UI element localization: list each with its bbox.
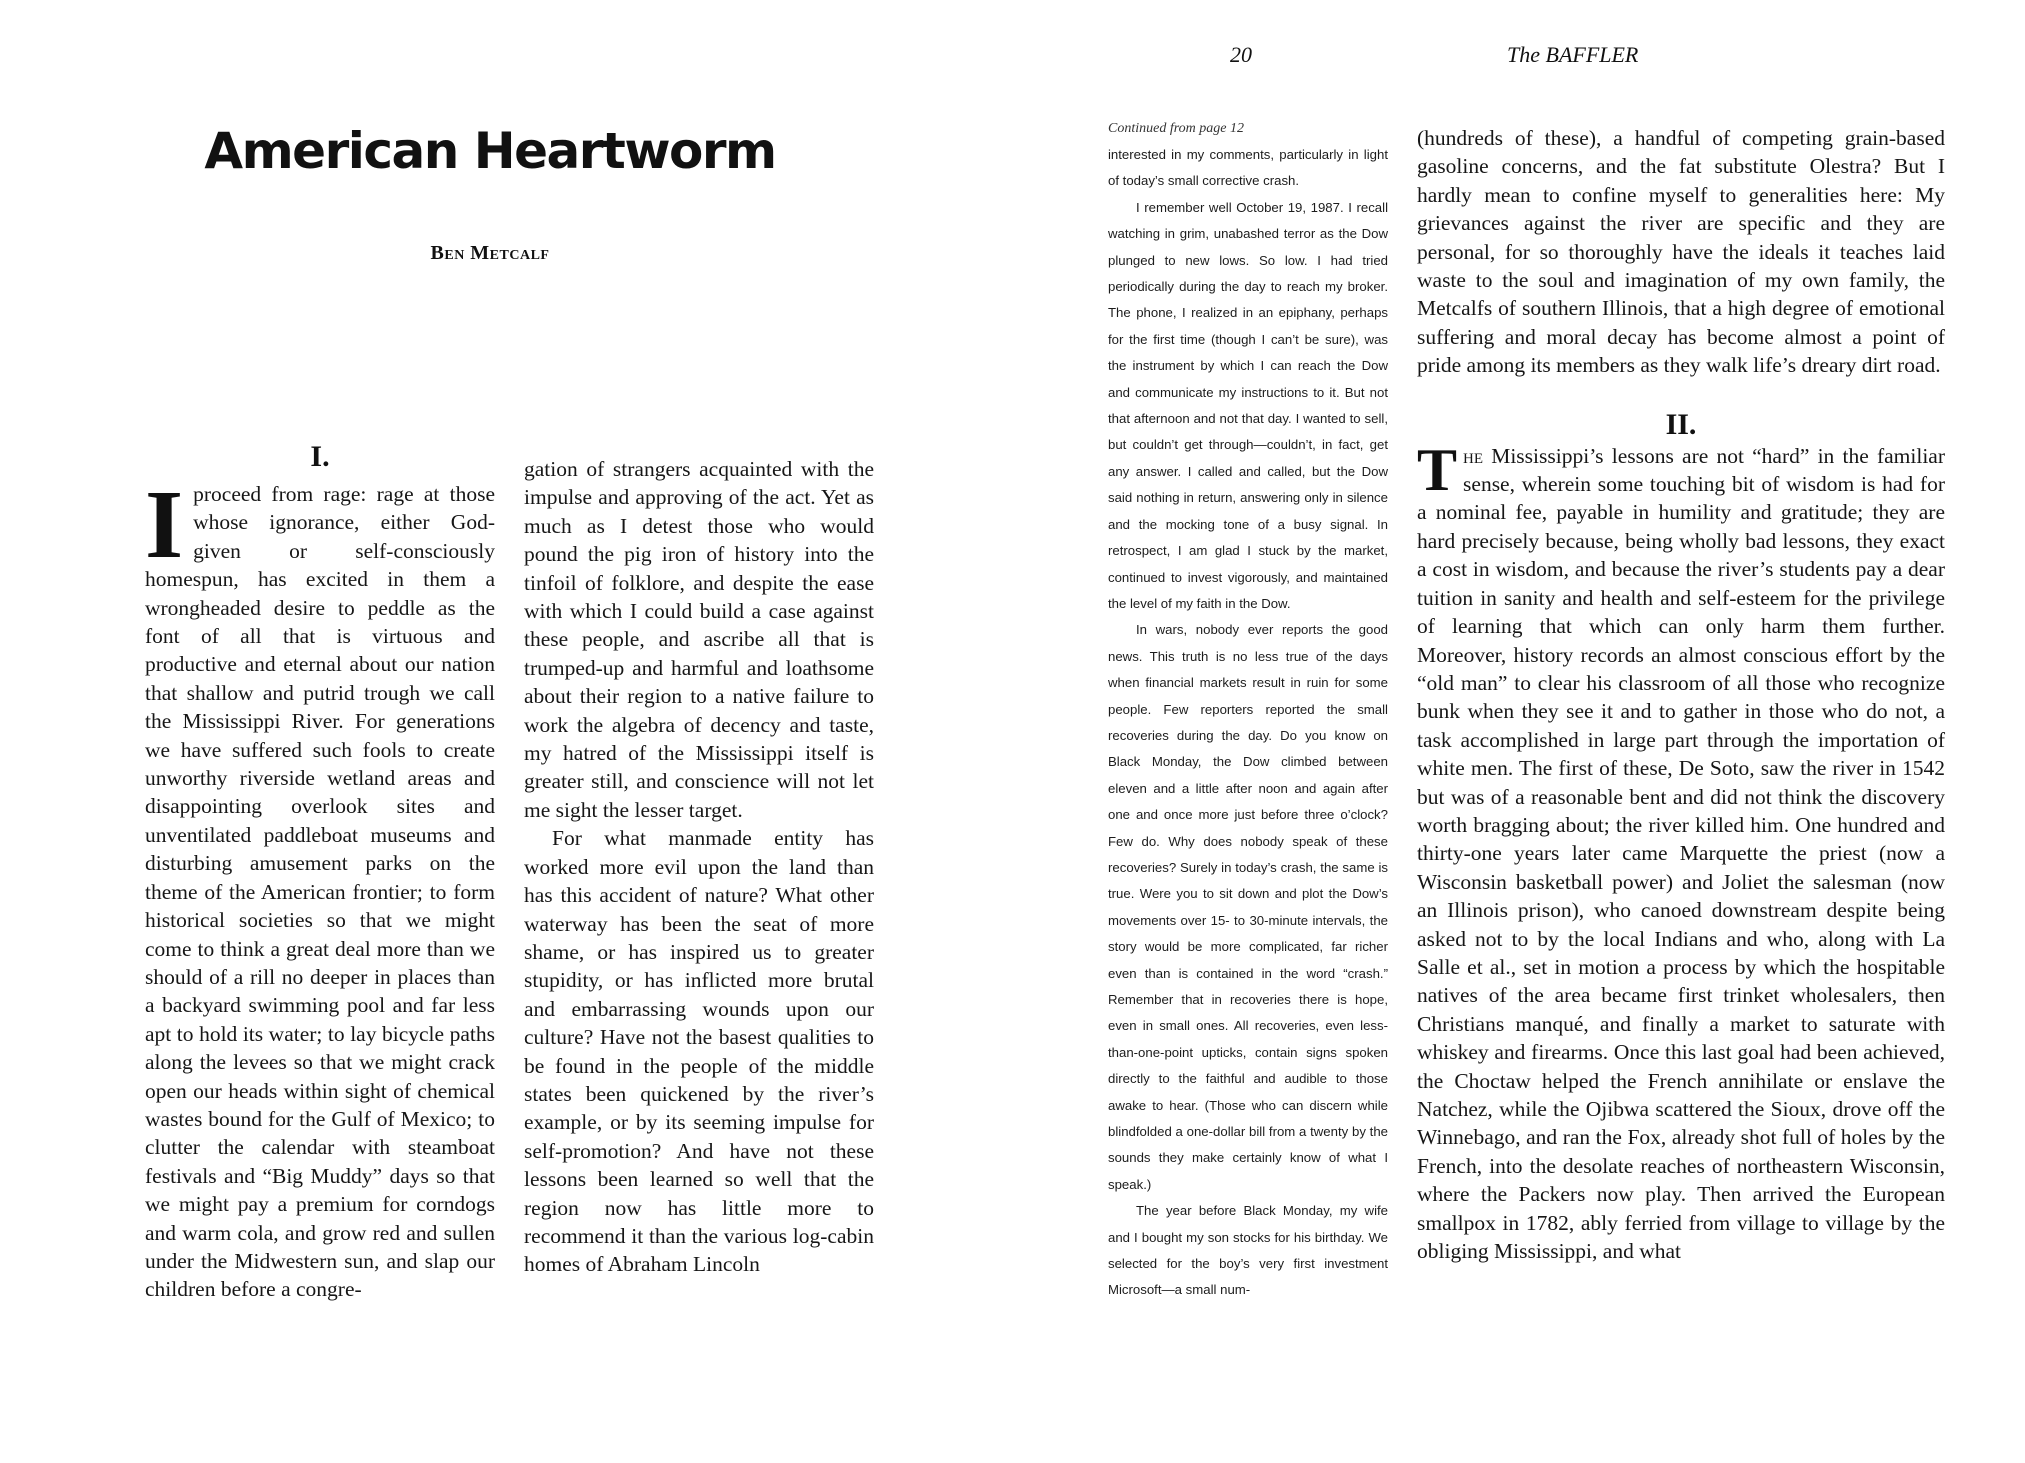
running-head: The BAFFLER bbox=[1507, 42, 1639, 67]
paragraph-text: Mississippi’s lessons are not “hard” in the familiar sense, wherein some touching bit of wisdom is had for a nominal fee, payable in humility and gratitude; they are hard precisely because, being wholly bad lessons, they exact a cost in wisdom, and because the river’s students pay a dear tuition in sanity and health and self-esteem for the privilege of learning that which can only harm them further. Moreover, history records an almost conscious effort by the “old man” to clear his classroom of all those who recognize bunk when they see it and to gather in those who do not, a task accomplished in large part through the importation of white men. The first of these, De Soto, saw the river in 1542 but was of a reasonable bent and did not think the discovery worth bragging about; the river killed him. One hundred and thirty-one years later came Marquette the priest (now a Wisconsin basketball power) and Joliet the salesman (now an Illinois prison), who canoed downstream despite being asked not to by the local Indians and who, along with La Salle et al., set in motion a process by which the hospitable natives of the area became first trinket wholesalers, then Christians manqué, and finally a market to saturate with whiskey and firearms. Once this last goal had been achieved, the Choctaw helped the French annihilate or enslave the Natchez, while the Ojibwa scattered the Sioux, drove off the Winnebago, and ran the Fox, already shot full of holes by the French, into the desolate reaches of northeastern Wisconsin, where the Packers now play. Then arrived the European smallpox in 1782, ably ferried from village to village by the obliging Mississippi, and what bbox=[1417, 443, 1945, 1264]
sidebar-column bbox=[1108, 118, 1388, 1304]
carryover-paragraph: (hundreds of these), a handful of competing grain-based gasoline concerns, and the fat substitute Olestra? But I hardly mean to confine myself to generalities here: My grievances against the river are specific and they are personal, for so thoroughly have the ideals it teaches laid waste to the soul and imagination of my own family, the Metcalfs of southern Illinois, that a high degree of emotional suffering and moral decay has become almost a point of pride among its members as they walk life’s dreary dirt road. bbox=[1417, 126, 1945, 378]
paragraph-text: proceed from rage: rage at those whose ignorance, either God-given or self-consciously homespun, has excited in them a wrongheaded desire to peddle as the font of all that is virtuous and productive and eternal about our nation that shallow and putrid trough we call the Mississippi River. For generations we have suffered such fools to create unworthy riverside wetland areas and disappointing overlook sites and unventilated paddleboat museums and disturbing amusement parks on the theme of the American frontier; to form historical societies so that we might come to think a great deal more than we should of a rill no deeper in places than a backyard swimming pool and far less apt to hold its water; to lay bicycle paths along the levees so that we might crack open our heads within sight of chemical wastes bound for the Gulf of Mexico; to clutter the calendar with steamboat festivals and “Big Muddy” days so that we might pay a premium for corndogs and warm cola, and grow red and sullen under the Midwestern sun, and slap our children before a congre- bbox=[145, 482, 495, 1302]
drop-cap: I bbox=[145, 471, 184, 579]
section-heading-1: I. bbox=[310, 440, 330, 473]
small-caps-lead: he bbox=[1463, 443, 1484, 468]
drop-cap: T bbox=[1417, 436, 1458, 503]
left-column-1 bbox=[145, 440, 495, 1304]
paragraph: gation of strangers acquainted with the impulse and approving of the act. Yet as much as I detest those who would pound the pig iron of history into the tinfoil of folklore, and despite the ease with which I could build a case against these people, and ascribe all that is trumped-up and harmful and loathsome about their region to a native failure to work the algebra of decency and taste, my hatred of the Mississippi itself is greater still, and conscience will not let me sight the lesser target. bbox=[524, 457, 874, 822]
section-heading-2: II. bbox=[1665, 407, 1697, 441]
sidebar-paragraph: In wars, nobody ever reports the good news. This truth is no less true of the days when financial markets result in ruin for some people. Few reporters reported the small recoveries during the day. Do you know on Black Monday, the Dow climbed between eleven and a little after noon and again after one and once more just before three o’clock? Few do. Why does nobody speak of these recoveries? Surely in today’s crash, the same is true. Were you to sit down and plot the Dow’s movements over 15- to 30-minute intervals, the story would be more complicated, far richer even than is contained in the word “crash.” Remember that in recoveries there is hope, even in small ones. All recoveries, even less-than-one-point upticks, contain signs spoken directly to the faithful and audible to those awake to hear. (Those who can discern while blindfolded a one-dollar bill from a twenty by the sounds they make certainly know of what I speak.) bbox=[1108, 622, 1388, 1192]
opening-paragraph bbox=[145, 471, 495, 1304]
byline: Ben Metcalf bbox=[430, 242, 550, 264]
left-column-2 bbox=[524, 455, 874, 1279]
section-2-paragraph bbox=[1417, 436, 1945, 1266]
sidebar-paragraph: The year before Black Monday, my wife and I bought my son stocks for his birthday. We selected for the boy’s very first investment Microsoft—a small num- bbox=[1108, 1203, 1388, 1298]
sidebar-paragraph: interested in my comments, particularly in light of today’s small corrective crash. bbox=[1108, 147, 1388, 189]
left-page bbox=[0, 0, 1012, 1463]
page-number: 20 bbox=[1230, 42, 1252, 67]
right-main-column bbox=[1417, 124, 1945, 1265]
continued-note: Continued from page 12 bbox=[1108, 121, 1244, 136]
paragraph: For what manmade entity has worked more evil upon the land than has this accident of nature? What other waterway has been the seat of more shame, or has inspired us to greater stupidity, or has inflicted more brutal and embarrassing wounds upon our culture? Have not the basest qualities to be found in the people of the middle states been quickened by the river’s example, or by its seeming impulse for self-promotion? And have not these lessons been learned so well that the region now has little more to recommend it than the various log-cabin homes of Abraham Lincoln bbox=[524, 826, 874, 1277]
sidebar-paragraph: I remember well October 19, 1987. I recall watching in grim, unabashed terror as the Dow plunged to new lows. So low. I had tried periodically during the day to reach my broker. The phone, I realized in an epiphany, perhaps for the first time (though I can’t be sure), was the instrument by which I can reach the Dow and communicate my instructions to it. But not that afternoon and not that day. I wanted to sell, but couldn’t get through—couldn’t, in fact, get any answer. I called and called, but the Dow said nothing in return, answering only in silence and the mocking tone of a busy signal. In retrospect, I am glad I stuck by the market, continued to invest vigorously, and maintained the level of my faith in the Dow. bbox=[1108, 199, 1388, 611]
article-title: American Heartworm bbox=[204, 122, 776, 180]
